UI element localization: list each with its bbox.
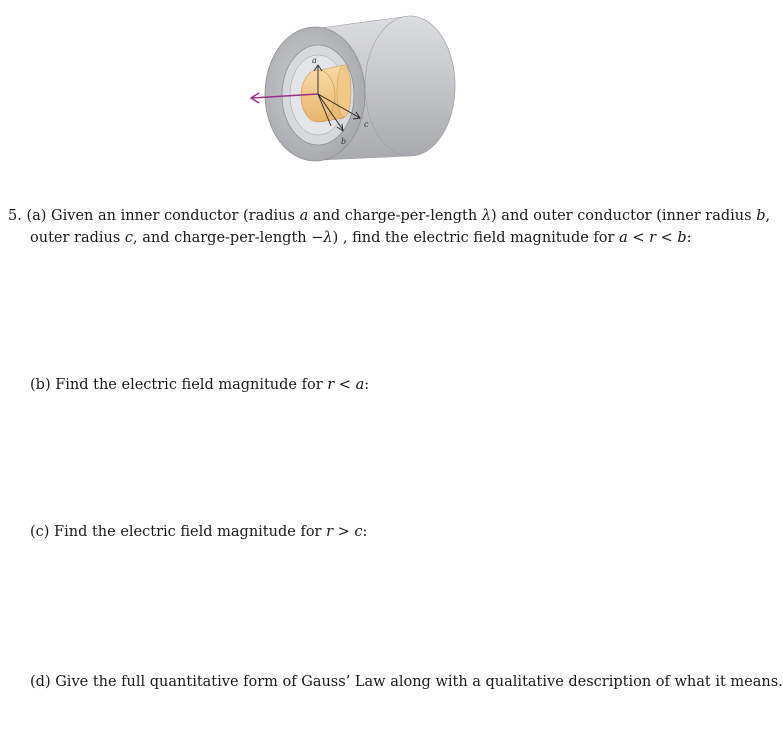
question-5c	[30, 521, 367, 543]
question-5c-colon: :	[362, 524, 368, 540]
question-5b-text: Find the electric field magnitude for	[55, 377, 323, 393]
question-5a-text-5: outer radius	[30, 230, 121, 246]
coaxial-cable-figure	[240, 8, 470, 168]
question-5a-text-2: and charge-per-length	[312, 208, 478, 224]
var-a: a	[299, 208, 309, 224]
question-5d	[30, 671, 783, 693]
var-neg-lambda: −λ	[311, 230, 333, 246]
question-5d-text: Give the full quantitative form of Gauss’ Law along with a qualitative description of what it means.	[55, 674, 783, 690]
condition-c: r > c	[326, 524, 363, 540]
part-label-d: (d)	[30, 674, 51, 690]
var-lambda: λ	[481, 208, 492, 224]
part-label-b: (b)	[30, 377, 51, 393]
question-5b	[30, 374, 369, 396]
part-label-a: (a)	[26, 208, 47, 224]
condition-a: a < r < b	[619, 230, 687, 246]
label-b: b	[341, 137, 347, 146]
question-5a-text-6: , and charge-per-length	[133, 230, 307, 246]
part-label-c: (c)	[30, 524, 50, 540]
question-5a-colon: :	[686, 230, 692, 246]
question-5a-text-7: ) , find the electric field magnitude for	[332, 230, 615, 246]
question-5a	[8, 205, 770, 249]
var-c: c	[124, 230, 134, 246]
question-5a-text-3: ) and outer conductor (inner radius	[491, 208, 752, 224]
condition-b: r < a	[327, 377, 365, 393]
question-5a-text-4: ,	[765, 208, 771, 224]
label-c: c	[364, 120, 369, 129]
label-a: a	[312, 56, 317, 65]
question-5b-colon: :	[364, 377, 370, 393]
outer-conductor-end-cap	[365, 16, 455, 156]
question-5a-text-1: Given an inner conductor (radius	[51, 208, 295, 224]
question-5c-text: Find the electric field magnitude for	[54, 524, 322, 540]
question-5a-line-2	[8, 227, 770, 249]
var-b: b	[756, 208, 766, 224]
question-number: 5.	[8, 208, 22, 224]
